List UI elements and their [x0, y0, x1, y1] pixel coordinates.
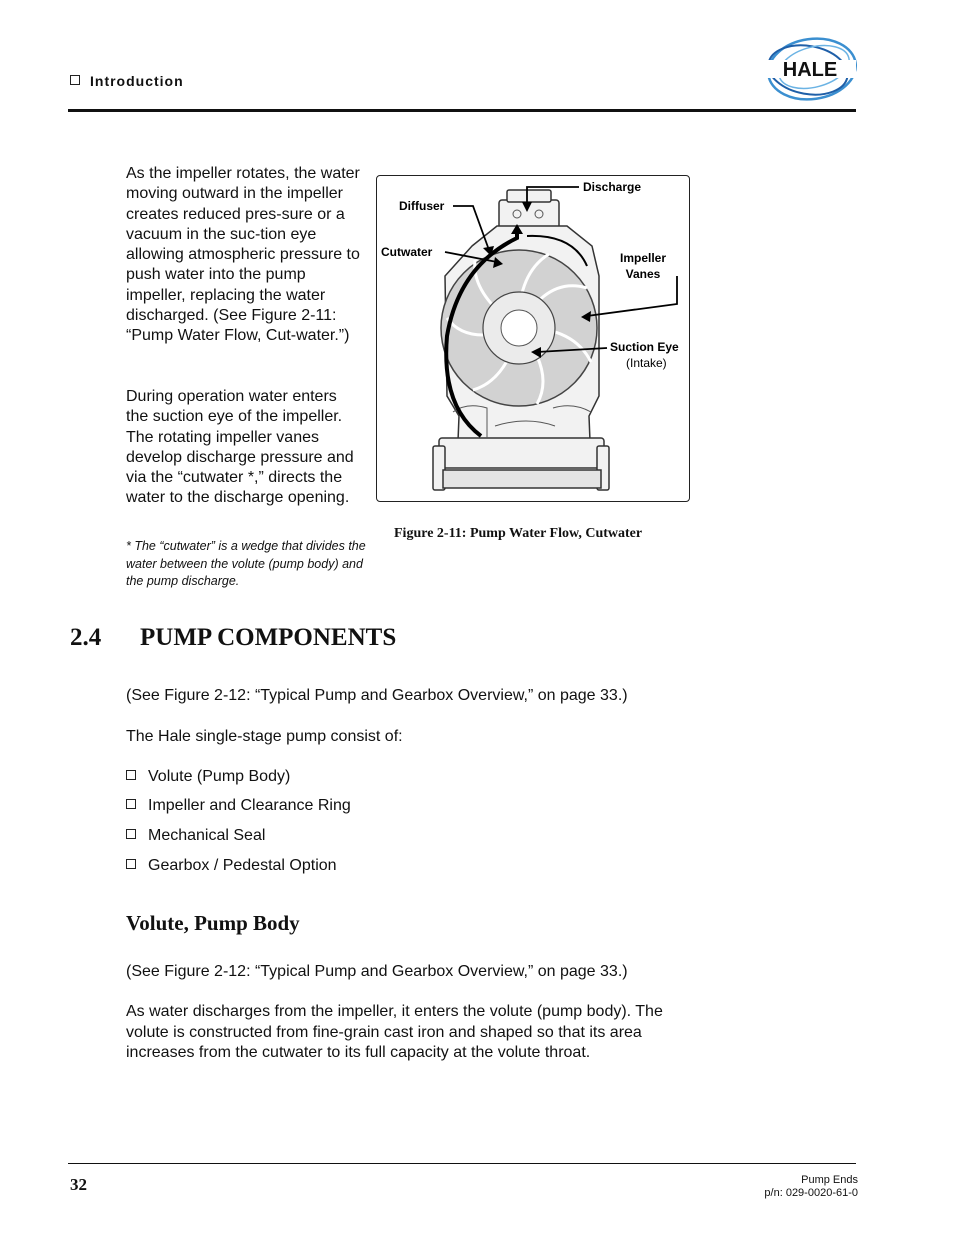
section-title: PUMP COMPONENTS [140, 624, 397, 651]
checkbox-bullet-icon [126, 799, 136, 809]
intro-paragraph-1: As the impeller rotates, the water moving outward in the impeller creates reduced pres-sure or a vacuum in the suc-tion eye allowing atmospheric pressure to push water into the pump impeller, replacing the water discharged. (See Figure 2-11: “Pump Water Flow, Cut-water.”) [126, 165, 360, 345]
label-suction-eye: Suction Eye [610, 340, 679, 354]
figure-caption: Figure 2-11: Pump Water Flow, Cutwater [394, 526, 643, 541]
subsection-body: As water discharges from the impeller, it enters the volute (pump body). The volute is constructed from fine-grain cast iron and shaped so that its area increases from the cutwater to its full capacity at the volute throat. [126, 1003, 663, 1061]
section-heading [70, 624, 396, 652]
logo-text: HALE [782, 59, 838, 81]
pump-water-flow-figure [376, 175, 690, 502]
list-item: Mechanical Seal [126, 827, 265, 845]
label-intake: (Intake) [626, 356, 667, 370]
footer-doc-title: Pump Ends [801, 1174, 858, 1186]
label-impeller: Impeller [619, 251, 667, 265]
label-vanes: Vanes [625, 267, 661, 281]
list-item: Gearbox / Pedestal Option [126, 857, 337, 875]
checkbox-bullet-icon [126, 859, 136, 869]
section-number: 2.4 [70, 624, 102, 651]
section-consist-of: The Hale single-stage pump consist of: [126, 728, 403, 745]
list-item: Volute (Pump Body) [126, 768, 290, 786]
intro-paragraph-2: During operation water enters the suction eye of the impeller. The rotating impeller vanes develop discharge pressure and via the “cutwater *,” directs the water to the discharge opening. [126, 388, 354, 507]
checkbox-bullet-icon [126, 829, 136, 839]
checkbox-bullet-icon [70, 75, 80, 85]
list-item: Impeller and Clearance Ring [126, 797, 351, 815]
hale-logo [762, 36, 858, 102]
header-rule [68, 109, 856, 112]
label-discharge: Discharge [583, 180, 642, 194]
subsection-title: Volute, Pump Body [126, 911, 300, 935]
pump-diagram [377, 176, 689, 501]
label-cutwater: Cutwater [381, 245, 433, 259]
header-section-label: Introduction [70, 73, 184, 89]
page-number: 32 [70, 1175, 87, 1194]
label-diffuser: Diffuser [399, 199, 445, 213]
cutwater-footnote: * The “cutwater” is a wedge that divides the water between the volute (pump body) and the pump discharge. [126, 539, 366, 588]
footer-part-number: p/n: 029-0020-61-0 [764, 1187, 858, 1199]
checkbox-bullet-icon [126, 770, 136, 780]
subsection-see-figure: (See Figure 2-12: “Typical Pump and Gearbox Overview,” on page 33.) [126, 963, 628, 980]
footer-doc-info [764, 1174, 858, 1200]
section-see-figure: (See Figure 2-12: “Typical Pump and Gearbox Overview,” on page 33.) [126, 687, 628, 704]
footer-rule [68, 1163, 856, 1164]
